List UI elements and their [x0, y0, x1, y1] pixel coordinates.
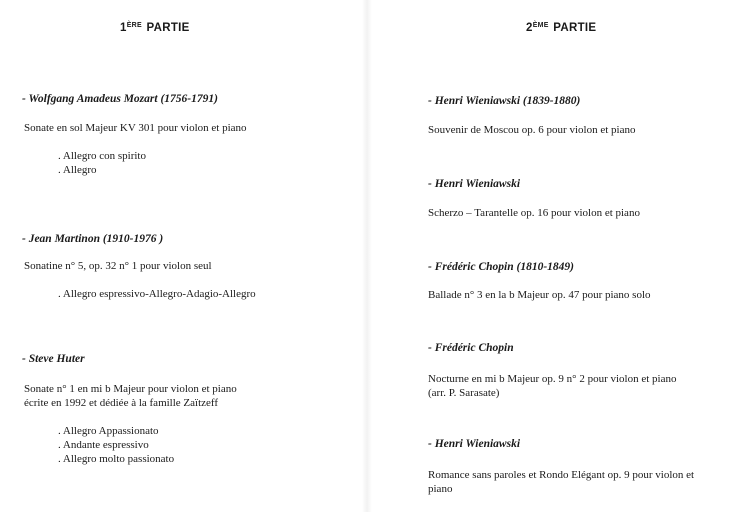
work-nocturne-line-1: Nocturne en mi b Majeur op. 9 n° 2 pour violon et piano [428, 373, 677, 385]
work-romance-line-1: Romance sans paroles et Rondo Elégant op. 9 pour violon et [428, 469, 695, 481]
movement-item: . Allegro molto passionato [58, 453, 175, 465]
work-nocturne-line-2: (arr. P. Sarasate) [428, 387, 500, 399]
work-ballade: Ballade n° 3 en la b Majeur op. 47 pour piano solo [428, 289, 651, 301]
part-2-heading [526, 22, 596, 34]
work-souvenir-de-moscou: Souvenir de Moscou op. 6 pour violon et piano [428, 124, 636, 136]
work-martinon: Sonatine n° 5, op. 32 n° 1 pour violon seul [24, 260, 212, 272]
page-part-2 [368, 0, 736, 512]
composer-mozart: - Wolfgang Amadeus Mozart (1756-1791) [22, 93, 218, 105]
part-1-heading-superscript: ÈRE [126, 22, 142, 29]
composer-chopin: - Frédéric Chopin [428, 342, 514, 354]
composer-chopin: - Frédéric Chopin (1810-1849) [428, 261, 574, 273]
composer-wieniawski: - Henri Wieniawski [428, 438, 521, 450]
work-huter-line-1: Sonate n° 1 en mi b Majeur pour violon et piano [24, 383, 237, 395]
movement-item: . Allegro Appassionato [58, 425, 159, 437]
work-huter-line-2: écrite en 1992 et dédiée à la famille Zaïtzeff [24, 397, 219, 409]
part-2-heading-number: 2 [526, 22, 533, 34]
work-romance-line-2: piano [428, 483, 453, 495]
work-scherzo-tarantelle: Scherzo – Tarantelle op. 16 pour violon et piano [428, 207, 640, 219]
part-2-heading-text: PARTIE [553, 22, 597, 34]
part-1-heading-text: PARTIE [146, 22, 190, 34]
part-1-heading-number: 1 [120, 22, 127, 34]
part-1-heading [120, 22, 190, 34]
movement-item: . Allegro con spirito [58, 150, 146, 162]
composer-wieniawski: - Henri Wieniawski [428, 178, 521, 190]
composer-huter: - Steve Huter [22, 353, 85, 365]
composer-martinon: - Jean Martinon (1910-1976 ) [22, 233, 164, 245]
composer-wieniawski: - Henri Wieniawski (1839-1880) [428, 95, 581, 107]
movement-item: . Andante espressivo [58, 439, 149, 451]
movement-item: . Allegro espressivo-Allegro-Adagio-Allegro [58, 288, 256, 300]
part-2-heading-superscript: ÈME [532, 22, 549, 29]
movement-item: . Allegro [58, 164, 97, 176]
work-mozart: Sonate en sol Majeur KV 301 pour violon et piano [24, 122, 247, 134]
